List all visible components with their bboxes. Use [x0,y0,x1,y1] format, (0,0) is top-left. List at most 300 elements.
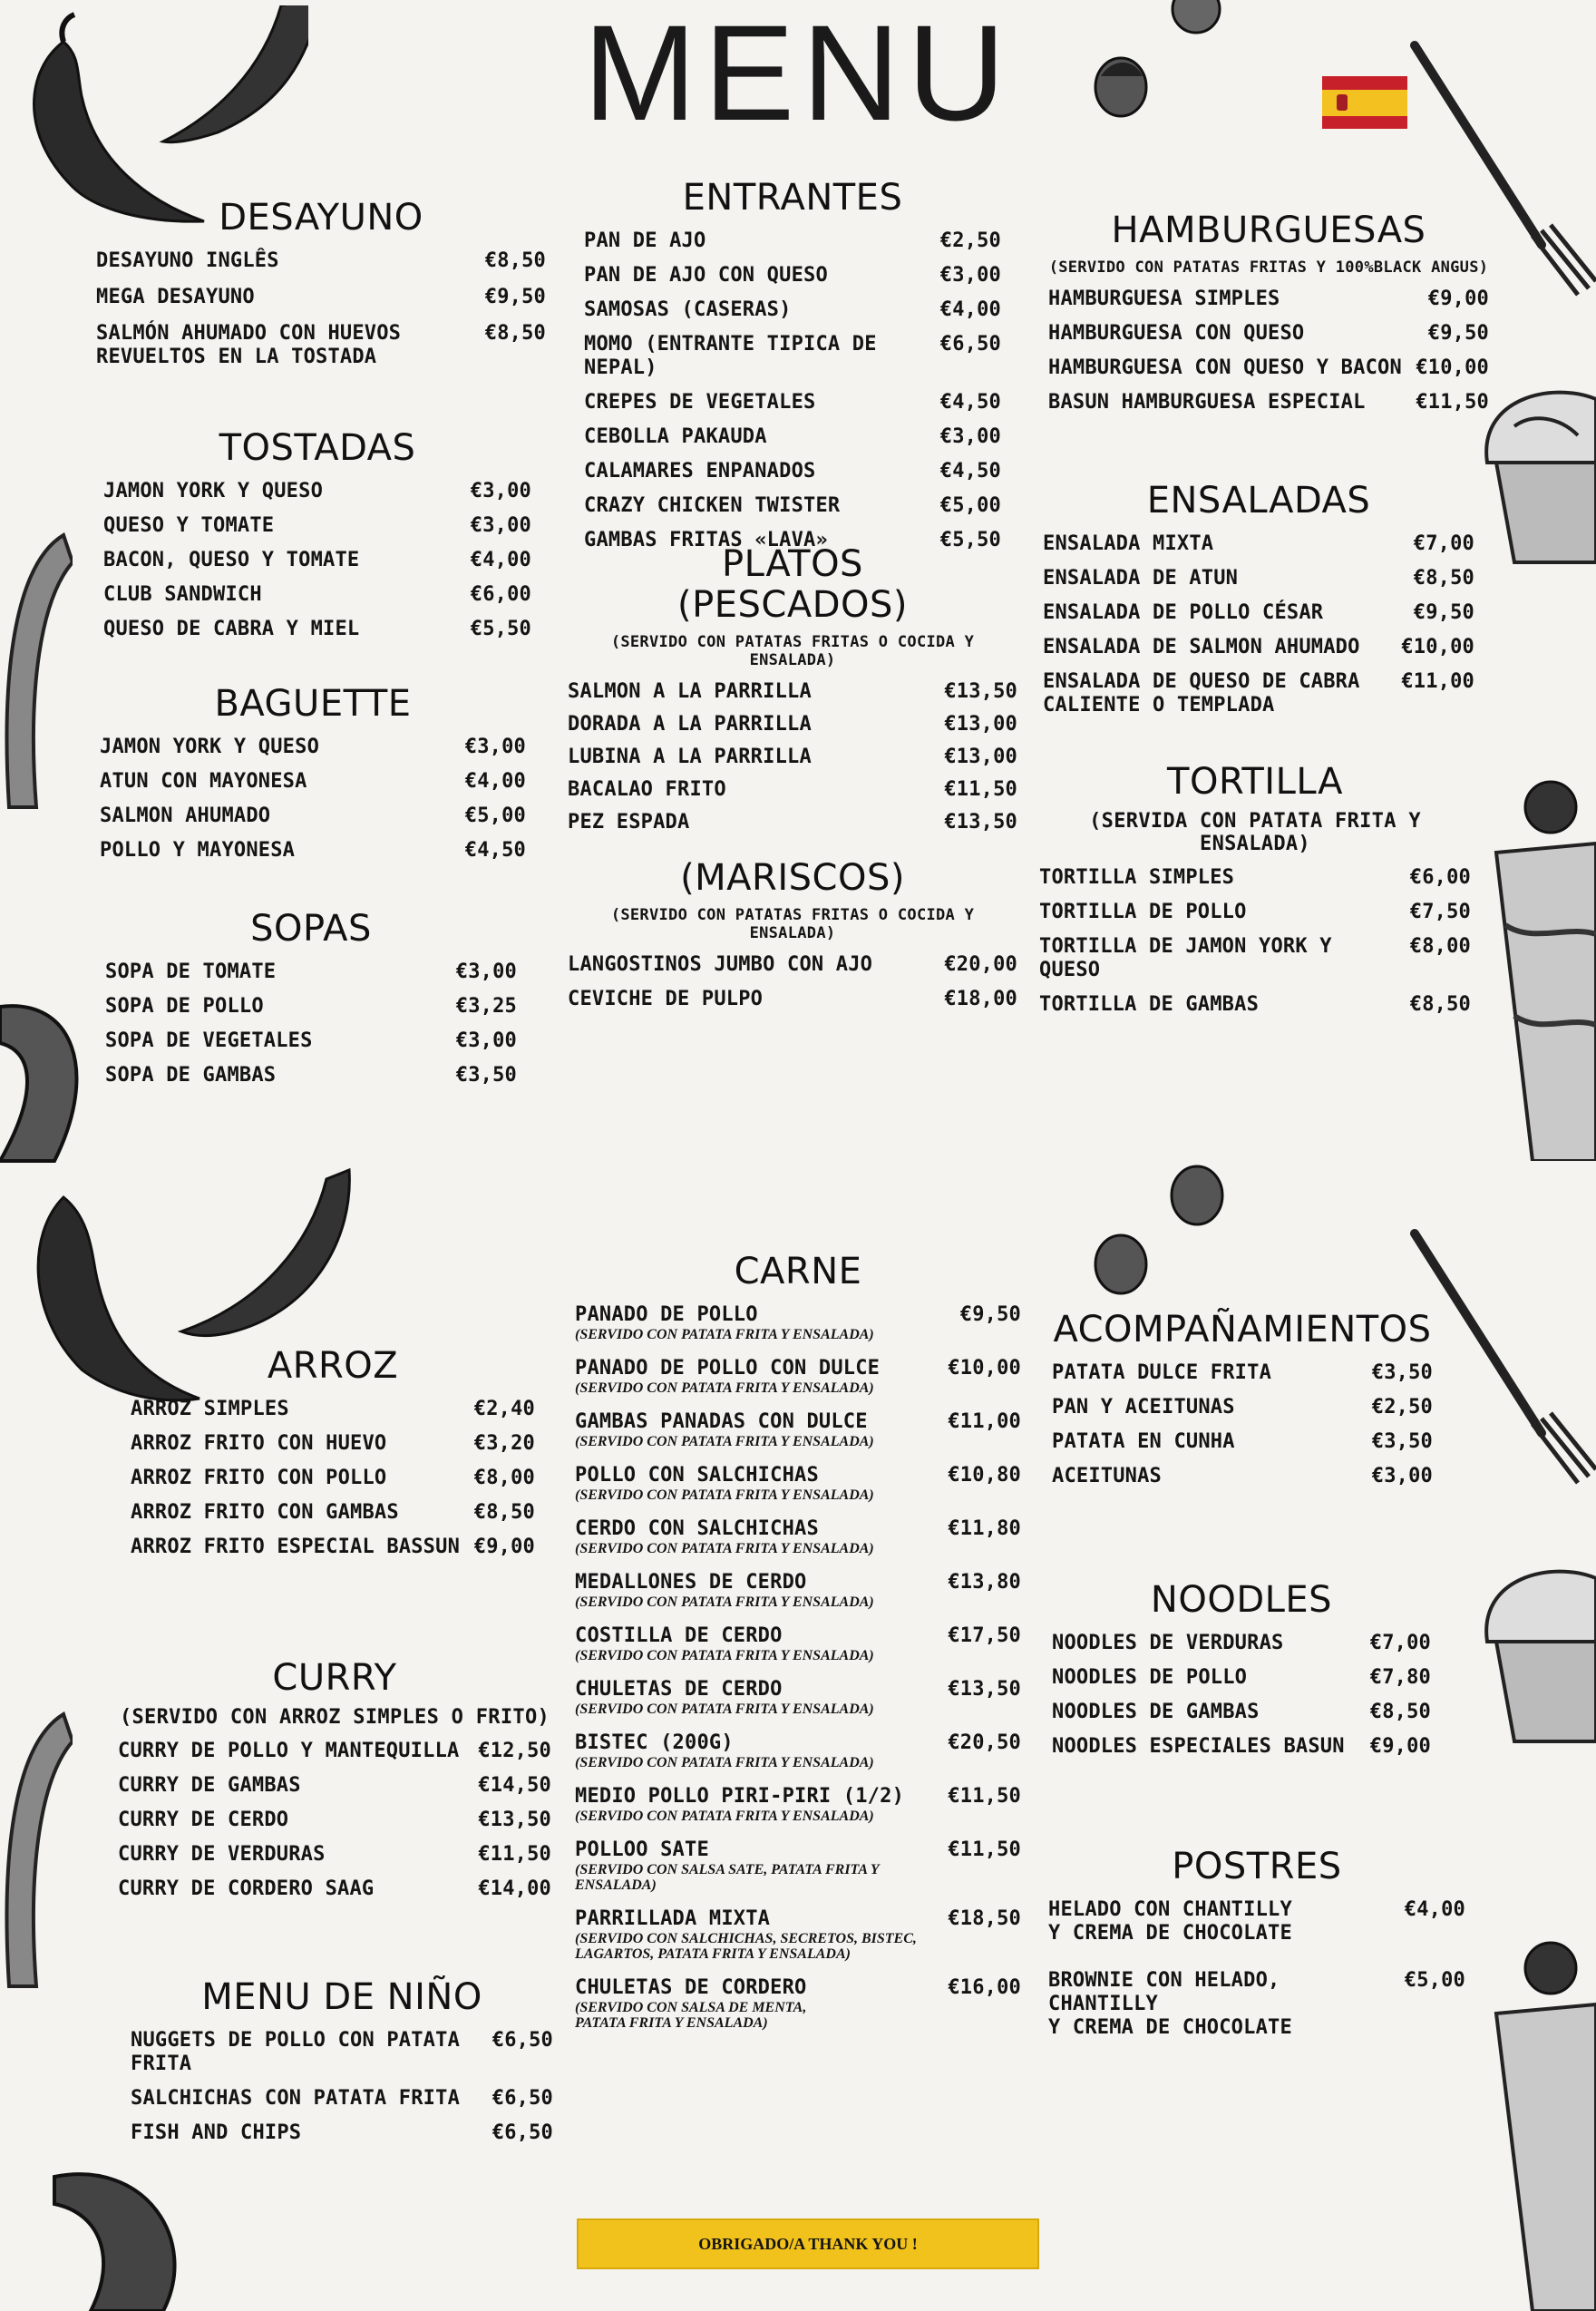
section-title: ACOMPAÑAMIENTOS [1053,1309,1432,1351]
menu-item-price: €3,25 [455,994,517,1018]
menu-item-list [1048,1898,1465,2040]
menu-item-label: BASUN HAMBURGUESA ESPECIAL [1048,390,1366,414]
menu-item-price: €16,00 [948,1975,1021,1999]
menu-item-label: CURRY DE GAMBAS [118,1773,301,1797]
menu-item-label: ATUN CON MAYONESA [100,769,307,793]
menu-item-price: €12,50 [478,1739,551,1762]
menu-item-price: €4,50 [939,459,1001,483]
menu-item-price: €14,00 [478,1877,551,1900]
menu-item [131,1398,535,1421]
menu-item-price: €11,50 [948,1838,1021,1861]
menu-item-price: €5,00 [939,493,1001,517]
menu-item-name [1052,1430,1235,1454]
menu-item-label: CHULETAS DE CERDO [575,1677,783,1701]
menu-item-price: €8,50 [484,249,546,272]
menu-item-name [1039,901,1247,924]
menu-item-name [103,618,359,641]
menu-item-label: POLLO CON SALCHICHAS [575,1463,819,1487]
menu-item-price: €18,50 [948,1906,1021,1930]
menu-item [575,1357,1021,1396]
section-note: (SERVIDO CON PATATAS FRITAS O COCIDA Y ENSALADA) [610,905,975,942]
section-acompanamientos [1052,1310,1433,1499]
menu-item [118,1740,551,1763]
menu-item-label: CALAMARES ENPANADOS [584,459,816,483]
menu-item-name [1052,1632,1283,1655]
menu-item-price: €3,00 [939,263,1001,287]
menu-item-list [1048,288,1489,414]
section-title: ENTRANTES [682,177,903,219]
menu-item-label: SALMON AHUMADO [100,804,271,827]
menu-item-label: ARROZ FRITO CON HUEVO [131,1431,387,1455]
menu-item-name [1039,866,1234,890]
menu-item [575,1624,1021,1663]
menu-item [96,249,546,273]
menu-item-price: €11,50 [948,1784,1021,1808]
menu-item-list [100,736,526,863]
menu-item [1039,901,1471,924]
menu-item-name [575,1907,917,1962]
menu-item-price: €13,50 [478,1808,551,1831]
menu-item-price: €3,50 [455,1063,517,1087]
menu-item-label: FISH AND CHIPS [131,2121,302,2144]
menu-item-label: ENSALADA DE POLLO CÉSAR [1043,600,1324,624]
menu-item-label: CURRY DE CORDERO SAAG [118,1877,375,1900]
menu-item-price: €9,00 [1369,1734,1431,1758]
menu-item [1048,322,1489,346]
menu-item-list [131,2029,553,2145]
menu-item-price: €10,80 [948,1463,1021,1487]
menu-item-price: €10,00 [1401,635,1474,658]
menu-item-name [1052,1735,1345,1759]
menu-item-label: BROWNIE CON HELADO, CHANTILLY Y CREMA DE CHOCOLATE [1048,1968,1292,2039]
menu-item-name [96,322,401,369]
menu-item-label: ACEITUNAS [1052,1464,1163,1487]
menu-item-price: €13,50 [944,679,1017,703]
menu-item-name [575,1838,939,1893]
menu-item-price: €5,00 [1404,1968,1465,1992]
menu-item-label: HELADO CON CHANTILLY Y CREMA DE CHOCOLATE [1048,1897,1292,1945]
menu-item-label: TORTILLA SIMPLES [1039,865,1235,889]
menu-item [1043,601,1474,625]
menu-item-price: €7,80 [1369,1665,1431,1689]
menu-item-list [1052,1632,1431,1759]
menu-item-label: ARROZ FRITO ESPECIAL BASSUN [131,1535,461,1558]
menu-item-name [1048,391,1366,414]
menu-item-price: €4,50 [464,838,526,862]
menu-item-name [118,1877,374,1901]
menu-item-name [131,1536,460,1559]
menu-item-name [568,811,689,834]
menu-item-label: POLLOO SATE [575,1838,709,1861]
menu-item [1052,1361,1433,1385]
menu-item [568,953,1017,977]
menu-item-price: €8,50 [484,321,546,345]
menu-item-label: CREPES DE VEGETALES [584,390,816,414]
menu-item-price: €5,00 [464,804,526,827]
menu-item-label: CLUB SANDWICH [103,582,262,606]
menu-item [584,460,1001,483]
cupcake-illustration [1478,363,1596,571]
menu-item [1043,636,1474,659]
menu-item-label: CERDO CON SALCHICHAS [575,1516,819,1540]
menu-item-name [103,549,359,572]
section-curry [118,1658,551,1912]
section-title: TORTILLA [1167,761,1343,803]
menu-item [1048,356,1489,380]
menu-item [118,1843,551,1867]
menu-item-description: (SERVIDO CON PATATA FRITA Y ENSALADA) [575,1433,874,1449]
section-note: (SERVIDO CON ARROZ SIMPLES O FRITO) [119,1705,550,1729]
menu-item-label: JAMON YORK Y QUESO [103,479,324,502]
menu-item-name [1039,935,1401,982]
spain-flag-icon [1322,76,1407,129]
menu-item-price: €9,00 [473,1535,535,1558]
menu-item [1039,993,1471,1017]
menu-item-price: €13,00 [944,712,1017,736]
menu-item-label: QUESO Y TOMATE [103,513,275,537]
menu-item [568,778,1017,802]
menu-item-name [131,1398,289,1421]
menu-item-name [575,1303,874,1342]
menu-item [575,1410,1021,1449]
menu-item-name [105,1029,313,1053]
menu-item-price: €11,50 [1416,390,1489,414]
menu-item-description: (SERVIDO CON SALCHICHAS, SECRETOS, BISTEC, LAGARTOS, PATATA FRITA Y ENSALADA) [575,1930,917,1962]
menu-item-price: €2,50 [1371,1395,1433,1419]
menu-item-price: €2,50 [939,229,1001,252]
pepper-slice-illustration [0,989,91,1170]
menu-item [584,333,1001,380]
menu-item-list [575,1303,1021,2031]
menu-item-price: €20,00 [944,952,1017,976]
menu-item-label: NOODLES ESPECIALES BASUN [1052,1734,1345,1758]
menu-item-price: €8,00 [1409,934,1471,958]
menu-item-name [1048,322,1304,346]
menu-item-name [103,583,262,607]
menu-item [584,425,1001,449]
menu-item-name [1043,636,1360,659]
menu-item-list [118,1740,551,1901]
pepper-slice-illustration [36,2159,200,2311]
menu-item-price: €13,00 [944,745,1017,768]
section-title: POSTRES [1172,1846,1342,1887]
menu-item-price: €5,50 [939,528,1001,551]
menu-item-name [568,988,763,1011]
menu-item-name [568,778,726,802]
menu-item [575,1303,1021,1342]
section-hamburguesas [1048,210,1489,425]
menu-item-price: €3,00 [455,1029,517,1052]
menu-item-label: ENSALADA MIXTA [1043,531,1214,555]
menu-item-label: LANGOSTINOS JUMBO CON AJO [568,952,873,976]
hazelnut-illustration [1085,1226,1157,1299]
menu-item-name [584,333,931,380]
menu-item-label: BISTEC (200G) [575,1731,734,1754]
menu-item-label: GAMBAS PANADAS CON DULCE [575,1409,868,1433]
menu-item-list [568,953,1017,1011]
cupcake-illustration [1478,1542,1596,1750]
menu-item-label: TORTILLA DE GAMBAS [1039,992,1260,1016]
menu-item-label: ARROZ FRITO CON POLLO [131,1466,387,1489]
menu-item-list [131,1398,535,1559]
menu-item-price: €11,80 [948,1516,1021,1540]
menu-item-name [575,1678,874,1717]
menu-item-name [131,1432,386,1456]
menu-item [1048,1898,1465,1945]
menu-item-name [584,264,828,288]
menu-item [118,1877,551,1901]
section-title: DESAYUNO [219,197,423,239]
menu-item-price: €3,00 [455,960,517,983]
menu-item-name [131,1467,386,1490]
menu-item [118,1809,551,1832]
menu-item-name [1052,1465,1162,1488]
menu-item [103,583,531,607]
menu-item-label: NUGGETS DE POLLO CON PATATA FRITA [131,2028,461,2075]
section-title: PLATOS (PESCADOS) [677,543,908,626]
menu-item-label: CURRY DE CERDO [118,1808,289,1831]
menu-item-label: JAMON YORK Y QUESO [100,735,320,758]
menu-item-price: €11,00 [1401,669,1474,693]
menu-item-description: (SERVIDO CON PATATA FRITA Y ENSALADA) [575,1380,874,1396]
menu-item-price: €4,50 [939,390,1001,414]
menu-item-name [1048,288,1280,311]
menu-item-price: €8,50 [473,1500,535,1524]
menu-item-name [103,514,274,538]
menu-item-name [584,391,815,414]
menu-item-name [100,839,295,863]
menu-item [100,770,526,794]
section-title: MENU DE NIÑO [201,1976,482,2018]
menu-item [105,1064,517,1087]
menu-item-label: SOPA DE POLLO [105,994,264,1018]
menu-item-price: €6,50 [491,2086,553,2110]
menu-item-label: ENSALADA DE ATUN [1043,566,1239,590]
menu-item-label: SALMON A LA PARRILLA [568,679,812,703]
menu-item-label: ARROZ FRITO CON GAMBAS [131,1500,399,1524]
menu-item [575,1785,1021,1824]
chili-pepper-illustration [0,526,73,816]
menu-item-price: €8,00 [473,1466,535,1489]
menu-item-price: €10,00 [948,1356,1021,1380]
menu-item [100,839,526,863]
menu-item-name [96,249,279,273]
menu-item [131,1501,535,1525]
menu-item-price: €9,50 [1427,321,1489,345]
section-title: ENSALADAS [1146,480,1371,522]
menu-item-label: PATATA DULCE FRITA [1052,1360,1272,1384]
menu-item-name [568,953,872,977]
menu-item-price: €9,00 [1427,287,1489,310]
menu-item-name [131,2121,301,2145]
menu-item-name [575,1410,874,1449]
menu-item-price: €13,80 [948,1570,1021,1594]
menu-item-name [584,460,815,483]
menu-item-list [568,680,1017,834]
section-entrantes [584,178,1001,563]
menu-item [1052,1632,1431,1655]
menu-item-description: (SERVIDO CON PATATA FRITA Y ENSALADA) [575,1540,874,1556]
menu-item [575,1976,1021,2031]
menu-item [131,1536,535,1559]
menu-item-label: MEGA DESAYUNO [96,285,255,308]
menu-item-price: €11,00 [948,1409,1021,1433]
section-postres [1048,1847,1465,2063]
section-mariscos [568,858,1017,1022]
menu-item-name [105,960,276,984]
menu-item-label: CEVICHE DE PULPO [568,987,764,1010]
section-platos-pescados [568,544,1017,843]
menu-item-name [100,736,319,759]
section-title: BAGUETTE [214,683,412,725]
menu-item-price: €10,00 [1416,356,1489,379]
menu-item [105,1029,517,1053]
menu-item-label: SOPA DE VEGETALES [105,1029,313,1052]
menu-item-label: BACALAO FRITO [568,777,726,801]
menu-item-price: €4,00 [470,548,531,571]
menu-item-name [1043,567,1238,590]
menu-item-name [118,1843,326,1867]
menu-item-name [105,1064,276,1087]
menu-item [131,1432,535,1456]
menu-item-price: €17,50 [948,1624,1021,1647]
menu-item-label: COSTILLA DE CERDO [575,1624,783,1647]
menu-item [1048,288,1489,311]
menu-item-label: HAMBURGUESA SIMPLES [1048,287,1280,310]
menu-item-label: CURRY DE VERDURAS [118,1842,326,1866]
menu-item-label: PANADO DE POLLO CON DULCE [575,1356,881,1380]
section-tostadas [103,428,531,652]
menu-item-name [1052,1361,1271,1385]
menu-item-label: POLLO Y MAYONESA [100,838,296,862]
menu-item-description: (SERVIDO CON PATATA FRITA Y ENSALADA) [575,1754,874,1770]
menu-item [584,229,1001,253]
menu-item [584,494,1001,518]
menu-item [1039,866,1471,890]
menu-item-name [575,1976,806,2031]
menu-item-list [103,480,531,641]
section-title: TOSTADAS [219,427,416,469]
menu-item [1043,670,1474,717]
menu-item-list [1039,866,1471,1017]
menu-item-label: TORTILLA DE POLLO [1039,900,1247,923]
menu-item [584,264,1001,288]
menu-item-name [131,1501,399,1525]
menu-item [1048,391,1489,414]
menu-item [1048,1969,1465,2040]
menu-item-name [1043,601,1323,625]
menu-item-label: PATATA EN CUNHA [1052,1429,1235,1453]
menu-item-list [584,229,1001,552]
section-sopas [105,909,517,1098]
menu-item [1052,1666,1431,1690]
section-baguette [100,684,526,873]
menu-item-label: LUBINA A LA PARRILLA [568,745,812,768]
section-desayuno [96,198,546,382]
menu-item-price: €3,00 [470,513,531,537]
menu-item-description: (SERVIDO CON PATATA FRITA Y ENSALADA) [575,1326,874,1342]
menu-item-name [1039,993,1259,1017]
menu-item [1052,1735,1431,1759]
menu-item [103,618,531,641]
menu-item-name [1052,1396,1235,1419]
menu-item-list [96,249,546,369]
menu-item-price: €7,00 [1369,1631,1431,1654]
menu-item-price: €20,50 [948,1731,1021,1754]
menu-item-price: €8,50 [1409,992,1471,1016]
section-title: CURRY [272,1657,397,1699]
menu-item-name [103,480,323,503]
menu-item-name [96,286,255,309]
menu-item-name [1048,356,1402,380]
menu-item-label: ENSALADA DE SALMON AHUMADO [1043,635,1360,658]
menu-item-price: €3,50 [1371,1429,1433,1453]
menu-item-description: (SERVIDO CON SALSA SATE, PATATA FRITA Y ENSALADA) [575,1861,880,1893]
menu-item-label: ENSALADA DE QUESO DE CABRA CALIENTE O TEMPLADA [1043,669,1360,717]
menu-item-label: PANADO DE POLLO [575,1302,758,1326]
menu-item [105,960,517,984]
menu-item-name [1043,532,1213,556]
menu-item-label: MEDALLONES DE CERDO [575,1570,807,1594]
menu-item-price: €6,00 [1409,865,1471,889]
menu-item-price: €6,50 [491,2121,553,2144]
menu-item [568,746,1017,769]
menu-item [100,804,526,828]
section-note: (SERVIDA CON PATATA FRITA Y ENSALADA) [1089,809,1421,855]
menu-item-price: €4,00 [464,769,526,793]
menu-item-label: HAMBURGUESA CON QUESO [1048,321,1305,345]
menu-item-description: (SERVIDO CON PATATA FRITA Y ENSALADA) [575,1647,874,1663]
thank-you-banner: OBRIGADO/A THANK YOU ! [577,2218,1039,2269]
menu-item-label: DORADA A LA PARRILLA [568,712,812,736]
menu-item [584,391,1001,414]
menu-item-price: €8,50 [1369,1700,1431,1723]
menu-item-label: QUESO DE CABRA Y MIEL [103,617,360,640]
menu-item-list [1043,532,1474,717]
section-title: CARNE [734,1251,862,1292]
menu-item-price: €11,50 [944,777,1017,801]
menu-item-name [575,1357,880,1396]
menu-item-name [100,770,307,794]
menu-item-name [1048,1898,1292,1945]
menu-item-label: SOPA DE GAMBAS [105,1063,277,1087]
section-arroz [131,1346,535,1570]
menu-item [131,1467,535,1490]
menu-item-label: PEZ ESPADA [568,810,690,834]
menu-item-list [1052,1361,1433,1488]
menu-item-price: €3,00 [464,735,526,758]
section-tortilla [1039,762,1471,1028]
section-title: ARROZ [267,1345,399,1387]
section-menu-nino [131,1977,553,2156]
menu-item [575,1731,1021,1770]
menu-item-label: SAMOSAS (CASERAS) [584,297,792,321]
menu-item-price: €8,50 [1413,566,1474,590]
section-title: NOODLES [1150,1579,1333,1621]
menu-item-label: GAMBAS FRITAS «LAVA» [584,528,828,551]
menu-item-name [584,229,706,253]
menu-item-price: €14,50 [478,1773,551,1797]
menu-item-label: PAN DE AJO CON QUESO [584,263,828,287]
menu-item [568,988,1017,1011]
menu-item [575,1571,1021,1610]
menu-item [568,680,1017,704]
hazelnut-illustration [1161,1157,1233,1230]
menu-item-price: €7,00 [1413,531,1474,555]
menu-item [575,1907,1021,1962]
menu-item [1052,1430,1433,1454]
menu-item-description: (SERVIDO CON SALSA DE MENTA, PATATA FRITA Y ENSALADA) [575,1999,807,2031]
